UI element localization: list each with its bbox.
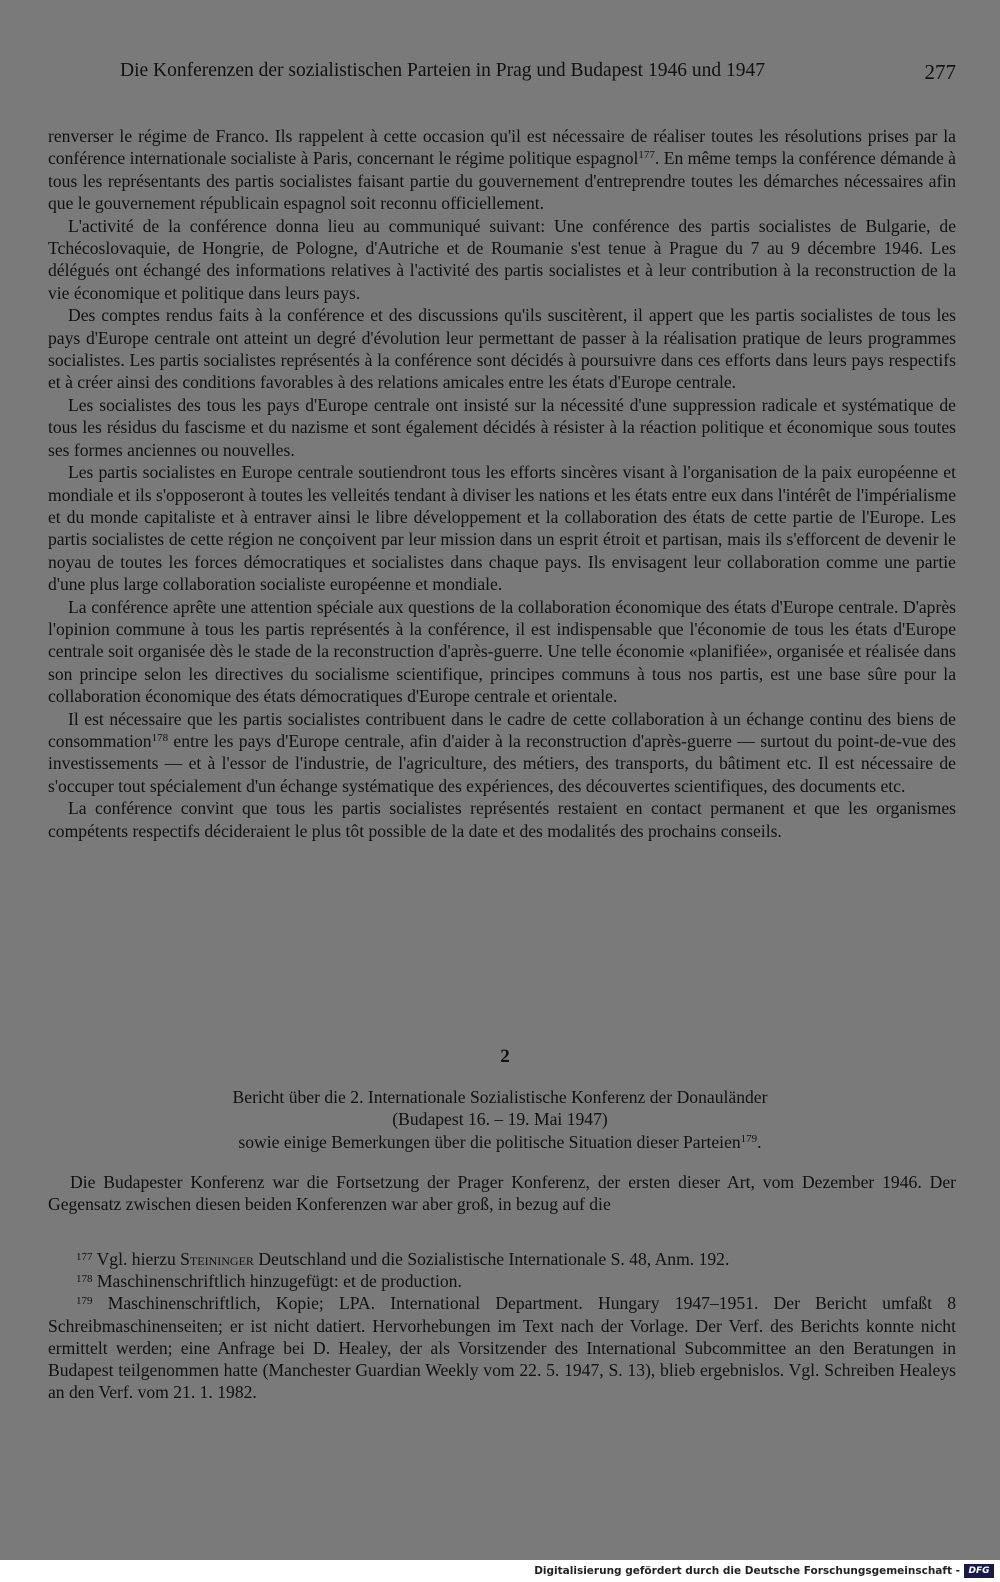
funding-credit: Digitalisierung gefördert durch die Deutsche Forschungsgemeinschaft - bbox=[534, 1565, 960, 1577]
title-line: (Budapest 16. – 19. Mai 1947) bbox=[392, 1109, 608, 1130]
footnote-ref: 179 bbox=[740, 1132, 758, 1145]
paragraph: Les partis socialistes en Europe centrale soutiendront tous les efforts sincères visant à l'organisation de la paix européenne et mondiale et ils s'opposeront à toutes les velleités tendant à diviser les nations et les états entre eux dans l'intérêt de l'impérialisme et du monde capitaliste et à entraver ainsi le libre développement et la collaboration des états de cette partie de l'Europe. Les partis socialistes de cette région ne conçoivent par leur mission dans un esprit étroit et partisan, mais ils s'efforcent de devenir le noyau de toutes les forces démocratiques et socialistes dans chaque pays. Ils envisagent leur collaboration comme une partie d'une plus large collaboration socialiste européenne et mondiale. bbox=[48, 462, 957, 595]
footnote bbox=[48, 1270, 956, 1292]
footnote-ref: 177 bbox=[638, 149, 655, 162]
title-line: Bericht über die 2. Internationale Sozialistische Konferenz der Donauländer bbox=[232, 1087, 768, 1107]
footnote-number: 178 bbox=[76, 1273, 93, 1286]
footnote-text: Deutschland und die Sozialistische Internationale S. 48, Anm. 192. bbox=[253, 1249, 730, 1269]
paragraph-text: renverser le régime de Franco. Ils rappelent à cette occasion qu'il est nécessaire de réaliser toutes les résolutions prises par la conférence internationale socialiste à Paris, concernant le régime politique espagnol bbox=[48, 126, 956, 169]
footnote-text: Vgl. hierzu bbox=[96, 1249, 181, 1269]
paragraph-text: Il est nécessaire que les partis socialistes contribuent dans le cadre de cette collaboration à un échange continu des biens de consommation bbox=[48, 708, 956, 751]
paragraph: La conférence aprête une attention spéciale aux questions de la collaboration économique des états d'Europe centrale. D'après l'opinion commune à tous les partis représentés à la conférence, il est indispensable que l'économie de tous les états d'Europe centrale soit organisée dès le stade de la reconstruction d'après-guerre. Une telle économie «planifiée», organisée et réalisée dans son principe selon les directives du socialisme scientifique, principes communs à tous nos partis, est une base sûre pour la collaboration économique des états démocratiques d'Europe centrale et orientale. bbox=[48, 596, 956, 707]
paragraph: Des comptes rendus faits à la conférence et des discussions qu'ils suscitèrent, il appert que les partis socialistes de tous les pays d'Europe centrale ont atteint un degré d'évolution leur permettant de passer à la réalisation pratique de leurs programmes socialistes. Les partis socialistes représentés à la conférence sont décidés à poursuivre dans ces efforts dans leurs pays respectifs et à créer ainsi des conditions favorables à des relations amicales entre les états d'Europe centrale. bbox=[48, 305, 956, 393]
footnotes bbox=[48, 1248, 956, 1403]
footnote-ref: 178 bbox=[151, 731, 169, 744]
footnote-text: Maschinenschriftlich hinzugefügt: et de production. bbox=[96, 1271, 462, 1292]
dfg-logo-icon: DFG bbox=[964, 1564, 994, 1578]
footnote-number: 179 bbox=[76, 1295, 93, 1308]
paragraph: L'activité de la conférence donna lieu au communiqué suivant: Une conférence des partis socialistes de Bulgarie, de Tchécoslovaquie, de Hongrie, de Pologne, d'Autriche et de Roumanie s'est tenue à Prague du 7 au 9 décembre 1946. Les délégués ont échangé des informations relatives à l'activité des partis socialistes et à leur contribution à la reconstruction de la vie économique et politique dans leurs pays. bbox=[48, 215, 956, 303]
footnote-number: 177 bbox=[76, 1251, 93, 1263]
paragraph bbox=[48, 708, 956, 798]
paragraph bbox=[48, 125, 956, 215]
title-line bbox=[0, 1131, 1000, 1153]
paragraph: Les socialistes des tous les pays d'Europe centrale ont insisté sur la nécessité d'une suppression radicale et systématique de tous les résidus du fascisme et du nazisme et sont également décidés à résister à la réaction politique et économique sous toutes ses formes anciennes ou nouvelles. bbox=[48, 394, 956, 460]
title-text: sowie einige Bemerkungen über die politische Situation dieser Parteien bbox=[238, 1131, 741, 1152]
paragraph: Die Budapester Konferenz war die Fortsetzung der Prager Konferenz, der ersten dieser Art, vom Dezember 1946. Der Gegensatz zwischen diesen beiden Konferenzen war aber groß, in bezug auf die bbox=[48, 1172, 956, 1215]
document-title bbox=[0, 1086, 1000, 1153]
digitization-footer bbox=[0, 1560, 1000, 1582]
author-name: Steininger bbox=[180, 1249, 254, 1269]
section-number: 2 bbox=[500, 1046, 510, 1067]
footnote bbox=[48, 1248, 956, 1270]
footnote-text: Maschinenschriftlich, Kopie; LPA. International Department. Hungary 1947–1951. Der Bericht umfaßt 8 Schreibmaschinenseiten; er ist nicht datiert. Hervorhebungen im Text nach der Vorlage. Der Verf. des Berichts konnte nicht ermittelt werden; eine Anfrage bei D. Healey, der als Vorsitzender des International Subcommittee an den Beratungen in Budapest teilgenommen hatte (Manchester Guardian Weekly vom 22. 5. 1947, S. 13), blieb ergebnislos. Vgl. Schreiben Healeys an den Verf. vom 21. 1. 1982. bbox=[48, 1293, 957, 1403]
main-text bbox=[48, 125, 956, 842]
running-header bbox=[120, 60, 956, 85]
report-text bbox=[48, 1171, 956, 1216]
paragraph-text: entre les pays d'Europe centrale, afin d'aider à la reconstruction d'après-guerre — surtout du point-de-vue des investissements — et à l'essor de l'industrie, de l'agriculture, des métiers, des transports, du bâtiment etc. Il est nécessaire de s'occuper tout spécialement d'un échange systématique des expériences, des découvertes scientifiques, des documents etc. bbox=[48, 730, 956, 796]
page-number: 277 bbox=[924, 60, 956, 84]
footnote bbox=[48, 1292, 956, 1403]
paragraph: La conférence convint que tous les partis socialistes représentés restaient en contact permanent et que les organismes compétents respectifs décideraient le plus tôt possible de la date et des modalités des prochains conseils. bbox=[48, 798, 956, 841]
title-text: . bbox=[757, 1131, 762, 1152]
paragraph-text: . En même temps la conférence démande à tous les représentants des partis socialistes faisant partie du gouvernement d'entreprendre toutes les démarches nécessaires afin que le gouvernement républicain espagnol soit reconnu officiellement. bbox=[48, 148, 956, 214]
running-title: Die Konferenzen der sozialistischen Parteien in Prag und Budapest 1946 und 1947 bbox=[120, 60, 765, 81]
